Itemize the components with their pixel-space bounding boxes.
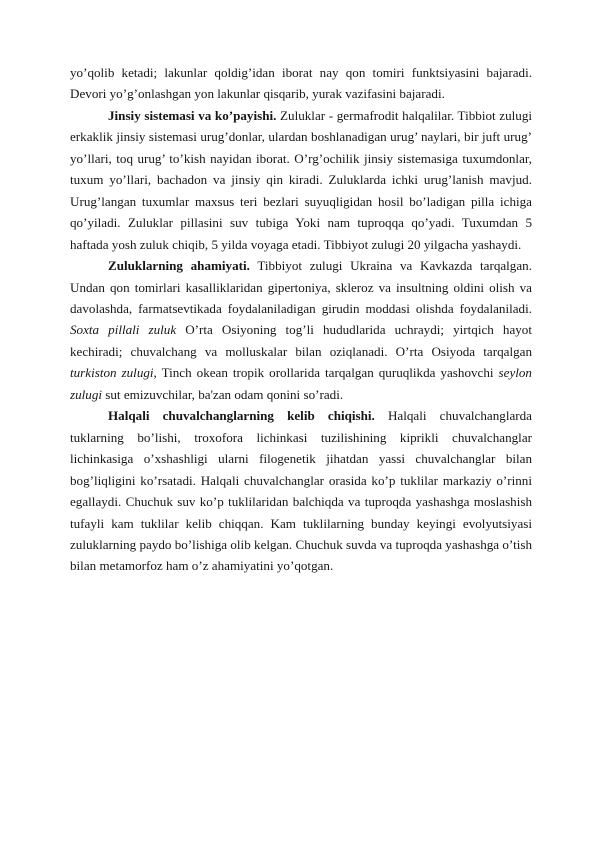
document-page xyxy=(70,62,532,577)
paragraph-text: Halqali chuvalchanglarda tuklarning bo’lishi, troxofora lichinkasi tuzilishining kiprikli chuvalchanglar lichinkasiga o’xshashligi ularni filogenetik jihatdan yassi chuvalchanglar bilan bog’liqligini ko’rsatadi. Halqali chuvalchanglar orasida ko’p tuklilar markaziy o’rinni egallaydi. Chuchuk suv ko’p tuklilaridan balchiqda va tuproqda yashashga moslashish tufayli kam tuklilar kelib chiqqan. Kam tuklilarning bunday keyingi evolyutsiyasi zuluklarning paydo bo’lishiga olib kelgan. Chuchuk suvda va tuproqda yashashga o’tish bilan metamorfoz ham o’z ahamiyatini yo’qotgan. xyxy=(70,408,532,574)
paragraph-leech-importance xyxy=(70,255,532,405)
paragraph-text: Zuluklar - germafrodit halqalilar. Tibbiot zulugi erkaklik jinsiy sistemasi urug’donlar, ulardan boshlanadigan urug’ naylari, bir juft urug’ yo’llari, toq urug’ to’kish nayidan iborat. O’rg’ochilik jinsiy sistemasiga tuxumdonlar, tuxum yo’llari, bachadon va jinsiy qin kiradi. Zuluklarda ichki urug’lanish mavjud. Urug’langan tuxumlar maxsus teri bezlari suyuqligidan hosil bo’ladigan pilla ichiga qo’yiladi. Zuluklar pillasini suv tubiga Yoki nam tuproqqa qo’yadi. Tuxumdan 5 haftada yosh zuluk chiqib, 5 yilda voyaga etadi. Tibbiyot zulugi 20 yilgacha yashaydi. xyxy=(70,107,532,252)
paragraph-reproductive-system xyxy=(70,105,532,255)
species-name: turkiston zulugi, xyxy=(70,365,157,381)
paragraph-text: sut emizuvchilar, ba'zan odam qonini so’radi. xyxy=(102,386,344,402)
paragraph-annelid-origin xyxy=(70,405,532,577)
paragraph-text: yo’qolib ketadi; lakunlar qoldig’idan iborat nay qon tomiri funktsiyasini bajaradi. Devori yo’g’onlashgan yon lakunlar qisqarib, yurak vazifasini bajaradi. xyxy=(70,65,532,102)
section-heading: Jinsiy sistemasi va ko’payishi. xyxy=(108,107,277,123)
species-name: seylon zulugi xyxy=(70,365,532,402)
species-name: Soxta pillali zuluk xyxy=(70,322,177,338)
paragraph-circulatory-end xyxy=(70,62,532,105)
paragraph-text: O’rta Osiyoning tog’li hududlarida uchraydi; yirtqich hayot kechiradi; chuvalchang va molluskalar bilan oziqlanadi. O’rta Osiyoda tarqalgan xyxy=(70,322,532,359)
section-heading: Halqali chuvalchanglarning kelib chiqishi. xyxy=(108,408,375,424)
paragraph-text: Tinch okean tropik orollarida tarqalgan quruqlikda yashovchi xyxy=(156,365,499,381)
section-heading: Zuluklarning ahamiyati. xyxy=(108,258,250,274)
paragraph-text: Tibbiyot zulugi Ukraina va Kavkazda tarqalgan. Undan qon tomirlari kasalliklaridan gipertoniya, skleroz va insultning oldini olish va davolashda, farmatsevtikada foydalaniladigan girudin moddasi olishda foydalaniladi. xyxy=(70,258,532,316)
